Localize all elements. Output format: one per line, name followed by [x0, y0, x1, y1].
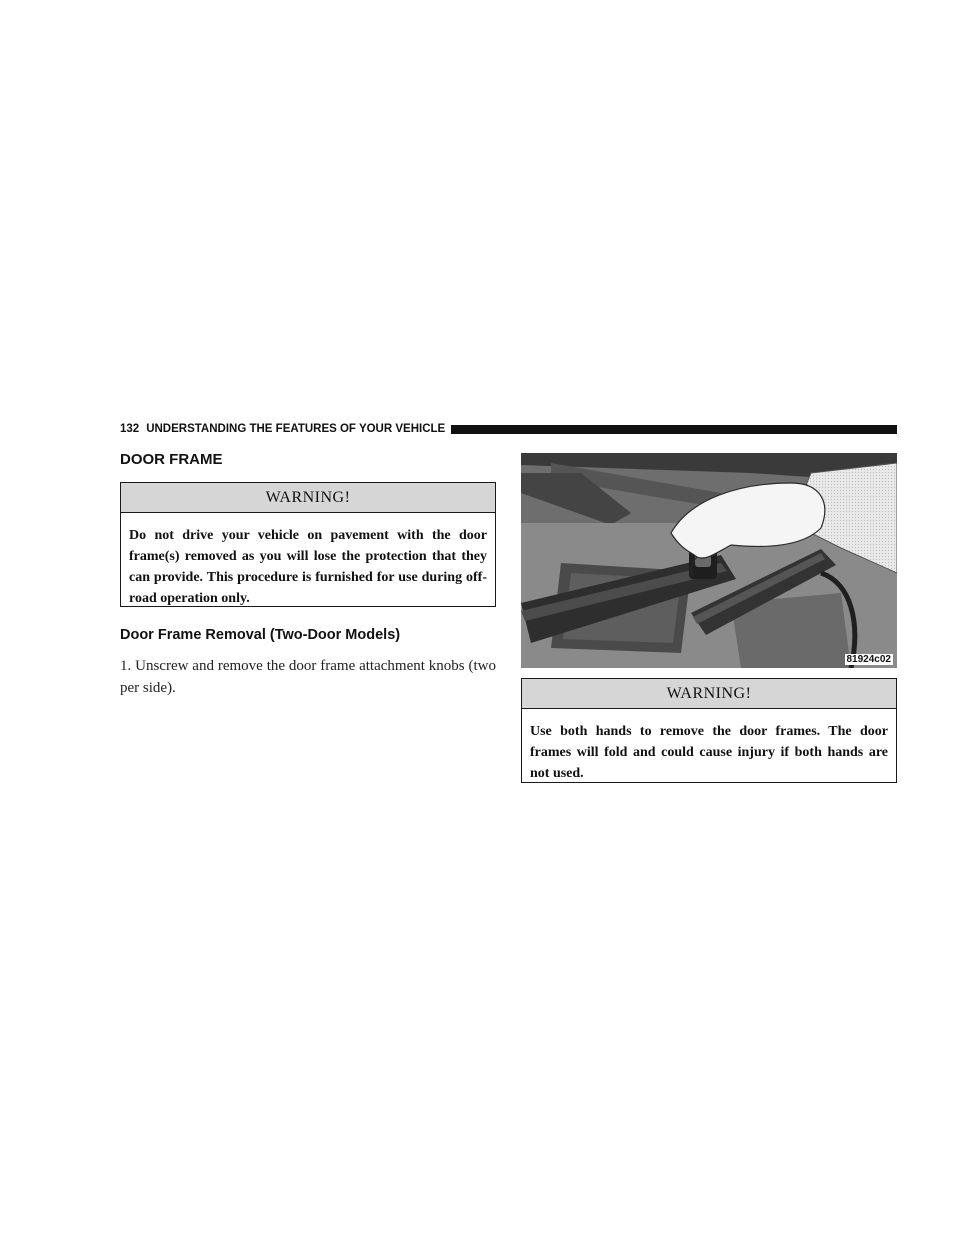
step-paragraph: 1. Unscrew and remove the door frame attachment knobs (two per side). — [120, 658, 496, 696]
section-heading: DOOR FRAME — [120, 451, 223, 468]
section-title: UNDERSTANDING THE FEATURES OF YOUR VEHICLE — [146, 423, 446, 435]
warning-text: Do not drive your vehicle on pavement with the door frame(s) removed as you will lose the protection that they can provide. This procedure is furnished for use during off-road operation only. — [129, 528, 487, 606]
page-number: 132 — [120, 423, 140, 435]
figure-code: 81924c02 — [846, 654, 891, 665]
warning-title: WARNING! — [522, 679, 896, 709]
knob-photo-art — [521, 453, 897, 668]
warning-box-both-hands — [521, 678, 897, 783]
warning-title: WARNING! — [121, 483, 495, 513]
warning-box-drive — [120, 482, 496, 607]
warning-text: Use both hands to remove the door frames. The door frames will fold and could cause injury if both hands are not used. — [530, 724, 888, 781]
subheading: Door Frame Removal (Two-Door Models) — [120, 627, 401, 643]
door-frame-knob-illustration — [521, 453, 897, 668]
header-rule — [451, 425, 897, 434]
page-header — [120, 422, 897, 436]
